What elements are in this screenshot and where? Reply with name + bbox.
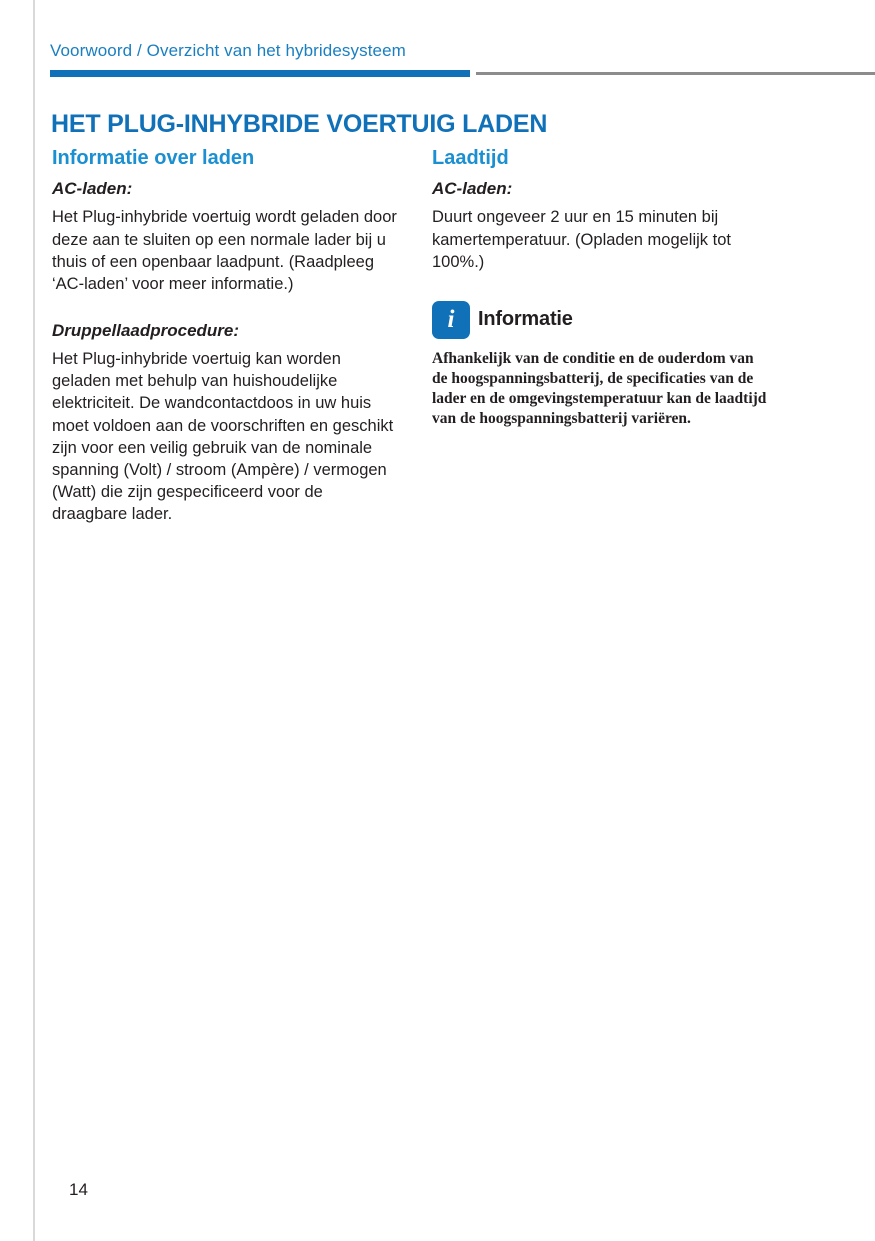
header-rule-grey <box>476 72 875 75</box>
paragraph-trickle-charging: Het Plug-inhybride voertuig kan worden geladen met behulp van huishoudelijke elektriciteit. De wandcontactdoos in uw huis moet voldoen aan de voorschriften en geschikt zijn voor een veilig gebruik van de nominale spanning (Volt) / stroom (Ampère) / vermogen (Watt) die zijn gespecificeerd voor de draagbare lader. <box>52 350 394 523</box>
column-left <box>52 147 402 525</box>
information-callout-header <box>432 301 772 339</box>
information-icon: i <box>432 301 470 339</box>
information-callout-text: Afhankelijk van de conditie en de ouderdom van de hoogspanningsbatterij, de specificaties van de lader en de omgevingstemperatuur kan de laadtijd van de hoogspanningsbatterij variëren. <box>432 349 767 428</box>
page-title: HET PLUG-INHYBRIDE VOERTUIG LADEN <box>51 110 548 138</box>
page-left-rule <box>33 0 35 1241</box>
information-callout-label: Informatie <box>478 308 573 331</box>
information-callout <box>432 301 772 430</box>
section-heading-charging-time: Laadtijd <box>432 147 509 169</box>
breadcrumb: Voorwoord / Overzicht van het hybridesysteem <box>50 41 406 60</box>
header-rule-blue <box>50 70 470 77</box>
subheading-trickle-charging: Druppellaadprocedure: <box>52 320 240 340</box>
section-heading-charging-info: Informatie over laden <box>52 147 255 169</box>
subheading-ac-charging-right: AC-laden: <box>432 179 513 198</box>
block-trickle-charging <box>52 321 402 525</box>
paragraph-ac-charging-right: Duurt ongeveer 2 uur en 15 minuten bij kamertemperatuur. (Opladen mogelijk tot 100%.) <box>432 208 731 271</box>
paragraph-ac-charging-left: Het Plug-inhybride voertuig wordt geladen door deze aan te sluiten op een normale lader bij u thuis of een openbaar laadpunt. (Raadpleeg ‘AC-laden’ voor meer informatie.) <box>52 208 397 293</box>
page-number: 14 <box>69 1180 88 1199</box>
subheading-ac-charging-left: AC-laden: <box>52 179 133 198</box>
column-right <box>432 147 772 445</box>
